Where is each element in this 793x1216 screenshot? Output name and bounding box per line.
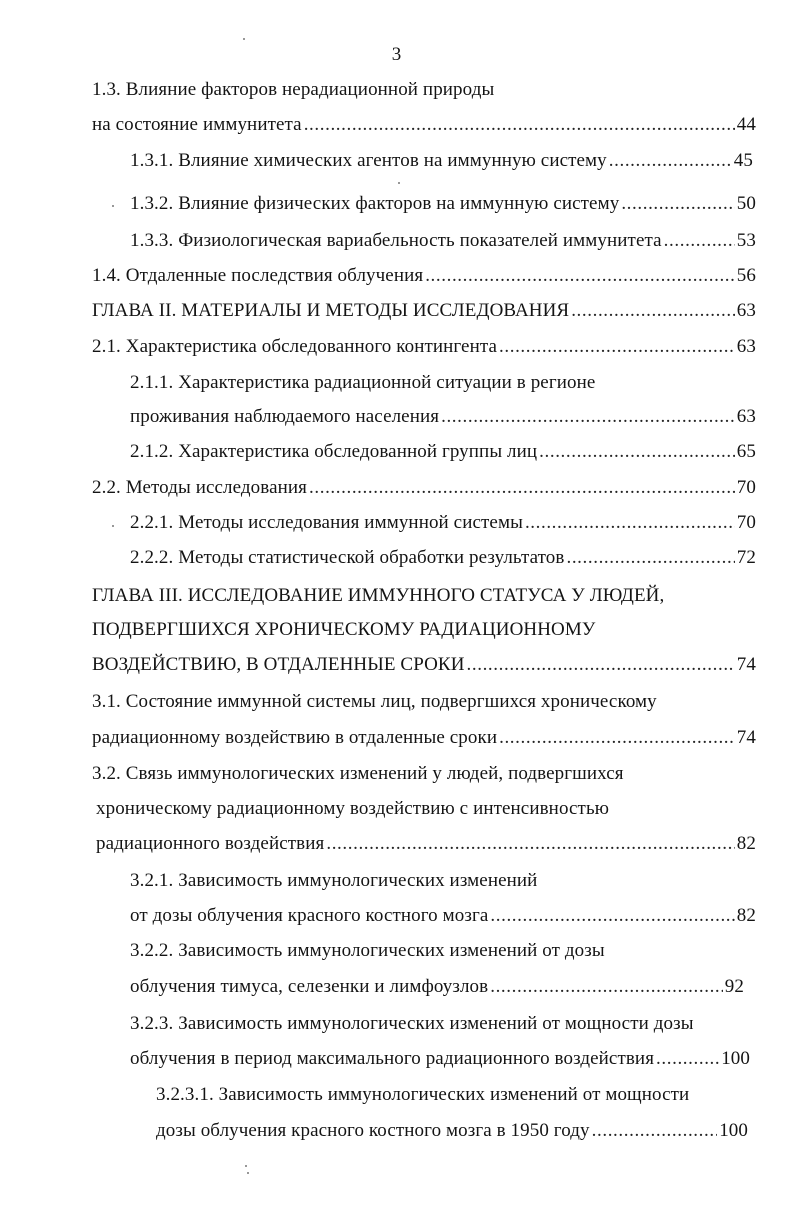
dot-leader bbox=[490, 976, 723, 998]
dot-leader bbox=[499, 727, 735, 749]
toc-entry bbox=[92, 727, 756, 749]
toc-entry bbox=[130, 193, 756, 215]
toc-entry bbox=[130, 230, 756, 252]
dot-leader bbox=[609, 150, 732, 172]
toc-entry-title: 2.2.2. Методы статистической обработки результатов bbox=[130, 547, 565, 568]
scan-speck bbox=[243, 38, 245, 40]
toc-entry bbox=[130, 976, 744, 998]
toc-entry bbox=[92, 114, 756, 136]
page-number: 3 bbox=[391, 44, 402, 65]
dot-leader bbox=[490, 905, 734, 927]
dot-leader bbox=[309, 477, 735, 499]
toc-line: 3.2.3.1. Зависимость иммунологических изменений от мощности bbox=[156, 1084, 690, 1105]
dot-leader bbox=[441, 406, 735, 428]
dot-leader bbox=[539, 441, 735, 463]
toc-entry bbox=[156, 1120, 748, 1142]
dot-leader bbox=[571, 300, 735, 322]
toc-entry bbox=[130, 1048, 750, 1070]
toc-line: 3.1. Состояние иммунной системы лиц, подвергшихся хроническому bbox=[92, 691, 657, 712]
toc-entry-page: 100 bbox=[721, 1048, 750, 1069]
toc-entry-title: 1.3.2. Влияние физических факторов на иммунную систему bbox=[130, 193, 620, 214]
toc-entry-title: от дозы облучения красного костного мозга bbox=[130, 905, 489, 926]
toc-entry-page: 56 bbox=[736, 265, 756, 286]
scan-speck bbox=[247, 1172, 249, 1174]
toc-entry-page: 65 bbox=[736, 441, 756, 462]
toc-entry-page: 74 bbox=[736, 654, 756, 675]
dot-leader bbox=[664, 230, 735, 252]
toc-entry-page: 45 bbox=[733, 150, 753, 171]
dot-leader bbox=[425, 265, 735, 287]
toc-entry-title: ГЛАВА II. МАТЕРИАЛЫ И МЕТОДЫ ИССЛЕДОВАНИЯ bbox=[92, 300, 570, 321]
toc-entry-page: 100 bbox=[719, 1120, 748, 1141]
scan-speck bbox=[245, 1165, 247, 1167]
dot-leader bbox=[499, 336, 735, 358]
toc-entry-page: 72 bbox=[736, 547, 756, 568]
toc-entry-page: 70 bbox=[736, 477, 756, 498]
toc-entry-page: 74 bbox=[736, 727, 756, 748]
toc-entry bbox=[130, 512, 756, 534]
toc-line: 3.2.2. Зависимость иммунологических изменений от дозы bbox=[130, 940, 605, 961]
toc-entry-page: 82 bbox=[736, 833, 756, 854]
toc-entry-title: 2.1. Характеристика обследованного контингента bbox=[92, 336, 498, 357]
toc-entry-page: 63 bbox=[736, 300, 756, 321]
toc-entry bbox=[92, 477, 756, 499]
toc-entry-title: облучения в период максимального радиационного воздействия bbox=[130, 1048, 655, 1069]
toc-line: 2.1.1. Характеристика радиационной ситуации в регионе bbox=[130, 372, 596, 393]
toc-entry-title: 1.3.1. Влияние химических агентов на иммунную систему bbox=[130, 150, 607, 171]
toc-entry-page: 70 bbox=[736, 512, 756, 533]
scan-speck bbox=[112, 525, 114, 527]
scan-speck bbox=[398, 182, 400, 184]
toc-entry-title: радиационному воздействию в отдаленные сроки bbox=[92, 727, 498, 748]
toc-entry bbox=[130, 150, 753, 172]
toc-line: ГЛАВА III. ИССЛЕДОВАНИЕ ИММУННОГО СТАТУСА У ЛЮДЕЙ, bbox=[92, 585, 665, 606]
dot-leader bbox=[525, 512, 735, 534]
dot-leader bbox=[566, 547, 734, 569]
toc-entry-title: дозы облучения красного костного мозга в 1950 году bbox=[156, 1120, 590, 1141]
dot-leader bbox=[656, 1048, 719, 1070]
toc-entry bbox=[92, 300, 756, 322]
toc-line: 3.2. Связь иммунологических изменений у людей, подвергшихся bbox=[92, 763, 624, 784]
toc-entry-page: 44 bbox=[736, 114, 756, 135]
toc-entry-title: 2.2.1. Методы исследования иммунной системы bbox=[130, 512, 523, 533]
toc-entry-page: 53 bbox=[736, 230, 756, 251]
toc-entry bbox=[92, 336, 756, 358]
toc-line: 1.3. Влияние факторов нерадиационной природы bbox=[92, 79, 495, 100]
toc-line: ПОДВЕРГШИХСЯ ХРОНИЧЕСКОМУ РАДИАЦИОННОМУ bbox=[92, 619, 596, 640]
toc-entry-title: радиационного воздействия bbox=[96, 833, 325, 854]
toc-entry-title: на состояние иммунитета bbox=[92, 114, 302, 135]
toc-entry-page: 92 bbox=[724, 976, 744, 997]
toc-entry-title: проживания наблюдаемого населения bbox=[130, 406, 440, 427]
toc-line: 3.2.1. Зависимость иммунологических изменений bbox=[130, 870, 538, 891]
dot-leader bbox=[304, 114, 735, 136]
toc-entry bbox=[130, 441, 756, 463]
dot-leader bbox=[467, 654, 735, 676]
toc-entry-title: ВОЗДЕЙСТВИЮ, В ОТДАЛЕННЫЕ СРОКИ bbox=[92, 654, 465, 675]
toc-entry bbox=[130, 905, 756, 927]
toc-entry-title: 2.2. Методы исследования bbox=[92, 477, 308, 498]
toc-entry-title: облучения тимуса, селезенки и лимфоузлов bbox=[130, 976, 489, 997]
toc-line: хроническому радиационному воздействию с интенсивностью bbox=[96, 798, 610, 819]
toc-entry bbox=[130, 547, 756, 569]
scan-speck bbox=[112, 205, 114, 207]
toc-entry-page: 63 bbox=[736, 336, 756, 357]
toc-entry bbox=[130, 406, 756, 428]
toc-entry-title: 2.1.2. Характеристика обследованной группы лиц bbox=[130, 441, 538, 462]
toc-line: 3.2.3. Зависимость иммунологических изменений от мощности дозы bbox=[130, 1013, 694, 1034]
toc-entry-page: 50 bbox=[736, 193, 756, 214]
toc-entry bbox=[92, 265, 756, 287]
toc-entry bbox=[92, 654, 756, 676]
toc-entry-title: 1.4. Отдаленные последствия облучения bbox=[92, 265, 424, 286]
dot-leader bbox=[326, 833, 734, 855]
toc-entry-title: 1.3.3. Физиологическая вариабельность показателей иммунитета bbox=[130, 230, 662, 251]
dot-leader bbox=[592, 1120, 718, 1142]
dot-leader bbox=[621, 193, 734, 215]
toc-entry bbox=[96, 833, 756, 855]
toc-entry-page: 63 bbox=[736, 406, 756, 427]
toc-entry-page: 82 bbox=[736, 905, 756, 926]
